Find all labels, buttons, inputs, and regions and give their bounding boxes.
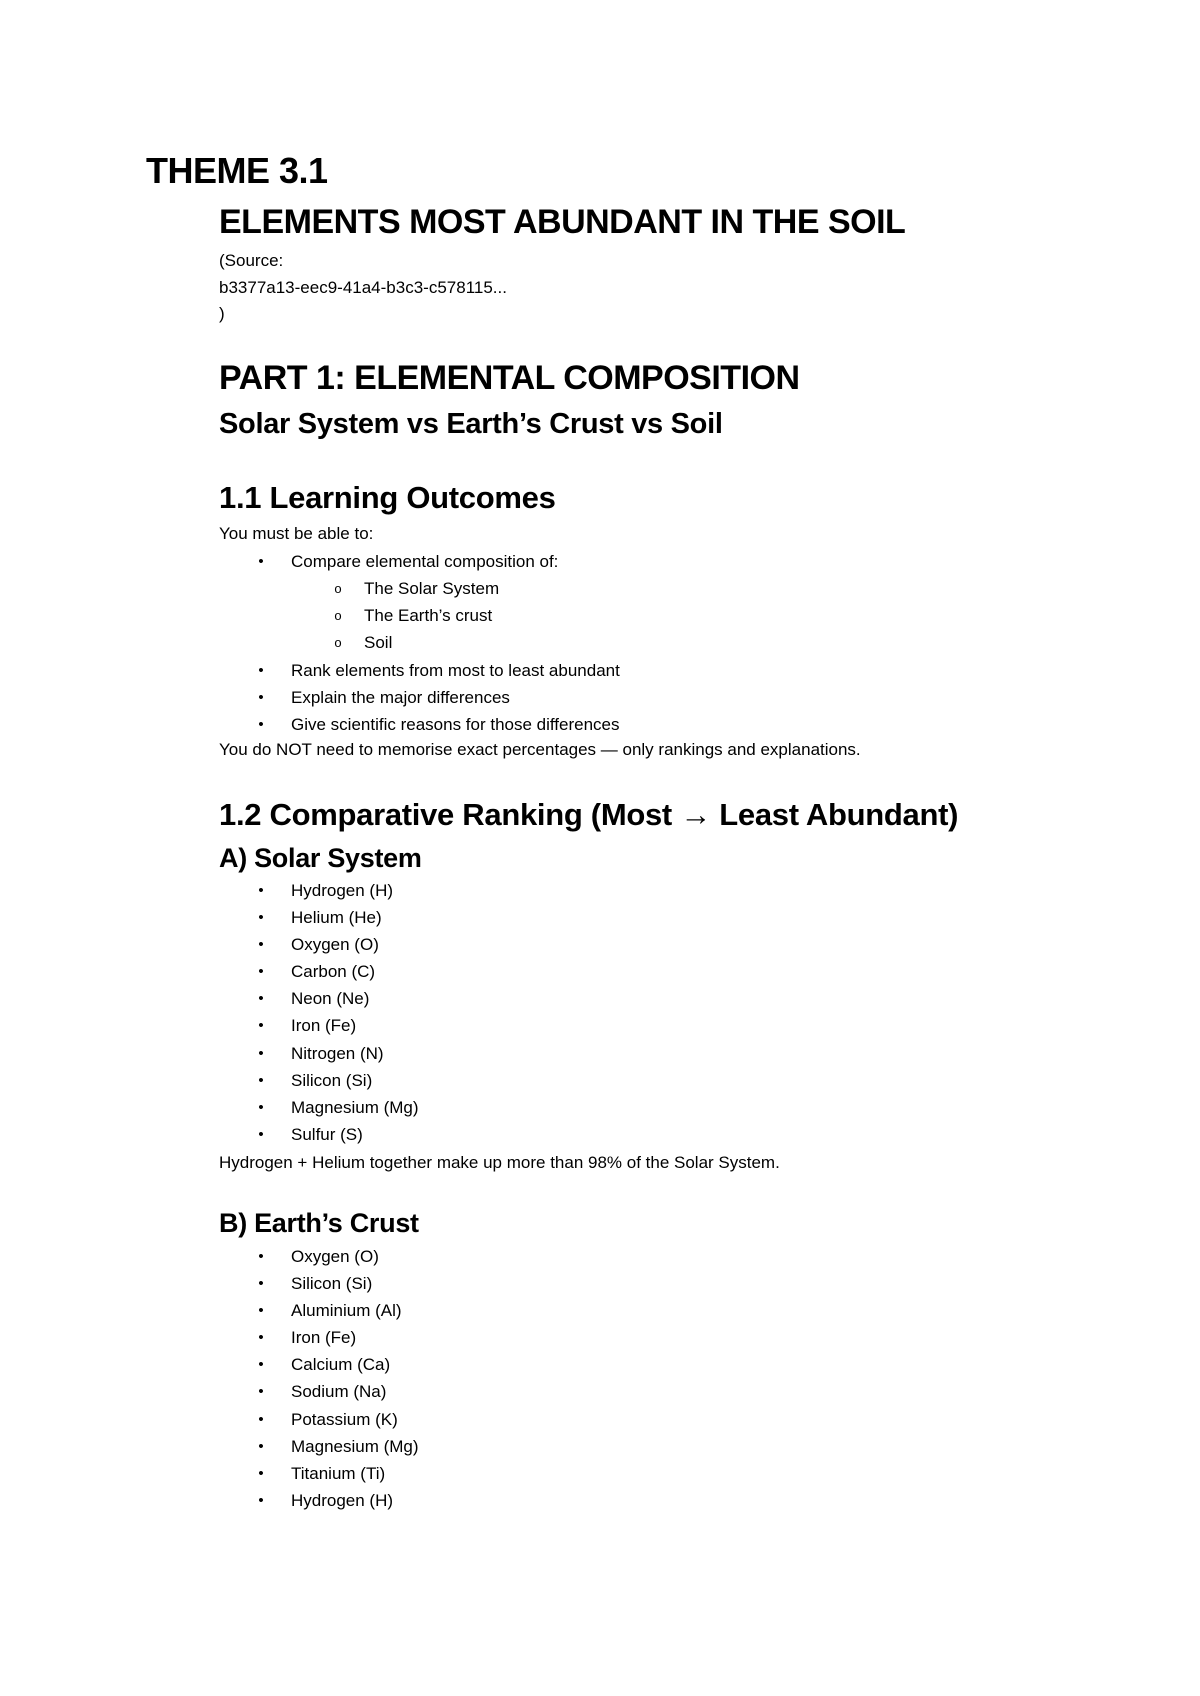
solar-system-list [219, 877, 419, 1148]
bullet-icon: • [258, 1125, 264, 1143]
list-item [219, 711, 620, 738]
list-item-text: Hydrogen (H) [291, 1490, 394, 1510]
list-item-text: Nitrogen (N) [291, 1043, 384, 1063]
list-item [219, 1297, 419, 1324]
learning-outcomes-heading: 1.1 Learning Outcomes [219, 480, 556, 515]
bullet-icon: • [258, 936, 264, 954]
list-item-text: Sulfur (S) [291, 1124, 363, 1144]
bullet-icon: • [258, 716, 264, 734]
list-item [219, 1270, 419, 1297]
list-item [219, 1324, 419, 1351]
earths-crust-heading: B) Earth’s Crust [219, 1208, 419, 1238]
sub-list-item-text: Soil [364, 633, 393, 653]
solar-system-heading: A) Solar System [219, 843, 422, 873]
circle-bullet-icon: o [334, 581, 342, 596]
list-item-text: Magnesium (Mg) [291, 1436, 419, 1456]
list-item [219, 1351, 419, 1378]
list-item [219, 1487, 419, 1514]
list-item-text: Rank elements from most to least abundant [291, 661, 620, 680]
learning-outcomes-list [219, 548, 558, 575]
bullet-icon: • [258, 1410, 264, 1428]
list-item-text: Iron (Fe) [291, 1016, 357, 1036]
bullet-icon: • [258, 1464, 264, 1482]
list-item [219, 1094, 419, 1121]
bullet-icon: • [258, 1491, 264, 1509]
bullet-icon: • [258, 1275, 264, 1293]
bullet-icon: • [258, 1356, 264, 1374]
bullet-icon: • [258, 662, 264, 679]
list-item-text: Explain the major differences [291, 688, 510, 708]
sub-list-item-text: The Solar System [364, 579, 500, 598]
list-item-text: Oxygen (O) [291, 935, 379, 955]
circle-bullet-icon: o [334, 608, 342, 624]
list-item [219, 657, 620, 684]
list-item-text: Give scientific reasons for those differences [291, 715, 620, 735]
sub-list-item [334, 575, 500, 602]
bullet-icon: • [258, 882, 264, 899]
list-item [219, 1433, 419, 1460]
learning-outcomes-note: You do NOT need to memorise exact percentages — only rankings and explanations. [219, 740, 861, 759]
bullet-icon: • [258, 1302, 264, 1320]
source-id: b3377a13-eec9-41a4-b3c3-c578115... [219, 278, 507, 297]
list-item-text: Compare elemental composition of: [291, 552, 559, 571]
sub-list-item-text: The Earth’s crust [364, 606, 493, 626]
bullet-icon: • [258, 1071, 264, 1089]
circle-bullet-icon: o [334, 635, 342, 651]
list-item-text: Magnesium (Mg) [291, 1097, 419, 1117]
list-item [219, 548, 558, 575]
learning-outcomes-sublist [334, 575, 500, 656]
list-item-text: Potassium (K) [291, 1409, 398, 1429]
list-item [219, 985, 419, 1012]
sub-list-item [334, 602, 499, 629]
comparative-ranking-heading: 1.2 Comparative Ranking (Most → Least Abundant) [219, 797, 959, 832]
bullet-icon: • [258, 1044, 264, 1062]
list-item-text: Aluminium (Al) [291, 1301, 402, 1321]
list-item-text: Silicon (Si) [291, 1274, 373, 1294]
list-item [219, 958, 419, 985]
list-item [219, 1378, 419, 1405]
list-item-text: Oxygen (O) [291, 1247, 379, 1266]
document-title: ELEMENTS MOST ABUNDANT IN THE SOIL [219, 203, 906, 241]
list-item-text: Silicon (Si) [291, 1070, 373, 1090]
list-item-text: Neon (Ne) [291, 989, 370, 1009]
learning-outcomes-intro: You must be able to: [219, 524, 374, 543]
bullet-icon: • [258, 1383, 264, 1401]
bullet-icon: • [258, 1098, 264, 1116]
bullet-icon: • [258, 1017, 264, 1035]
list-item [219, 1040, 419, 1067]
earths-crust-list [219, 1243, 419, 1514]
list-item [219, 1406, 419, 1433]
list-item [219, 1121, 419, 1148]
bullet-icon: • [258, 990, 264, 1008]
list-item [219, 1243, 419, 1270]
list-item-text: Calcium (Ca) [291, 1355, 391, 1375]
bullet-icon: • [258, 689, 264, 707]
list-item [219, 1012, 419, 1039]
list-item-text: Iron (Fe) [291, 1328, 357, 1348]
part-title: PART 1: ELEMENTAL COMPOSITION [219, 359, 800, 397]
list-item [219, 1067, 419, 1094]
list-item-text: Titanium (Ti) [291, 1463, 386, 1483]
bullet-icon: • [258, 553, 264, 570]
list-item [219, 904, 419, 931]
source-label: (Source: [219, 251, 284, 270]
list-item [219, 877, 419, 904]
list-item-text: Helium (He) [291, 908, 382, 928]
list-item-text: Carbon (C) [291, 962, 376, 982]
list-item [219, 1460, 419, 1487]
source-close: ) [219, 304, 225, 323]
list-item-text: Sodium (Na) [291, 1382, 387, 1402]
part-subtitle: Solar System vs Earth’s Crust vs Soil [219, 408, 723, 440]
bullet-icon: • [258, 1248, 264, 1265]
bullet-icon: • [258, 1329, 264, 1347]
list-item-text: Hydrogen (H) [291, 881, 394, 900]
learning-outcomes-list-continued [219, 657, 620, 738]
list-item [219, 684, 620, 711]
solar-system-note: Hydrogen + Helium together make up more than 98% of the Solar System. [219, 1153, 780, 1172]
bullet-icon: • [258, 909, 264, 927]
bullet-icon: • [258, 1437, 264, 1455]
list-item [219, 931, 419, 958]
theme-title: THEME 3.1 [146, 150, 328, 191]
sub-list-item [334, 629, 499, 656]
bullet-icon: • [258, 963, 264, 981]
